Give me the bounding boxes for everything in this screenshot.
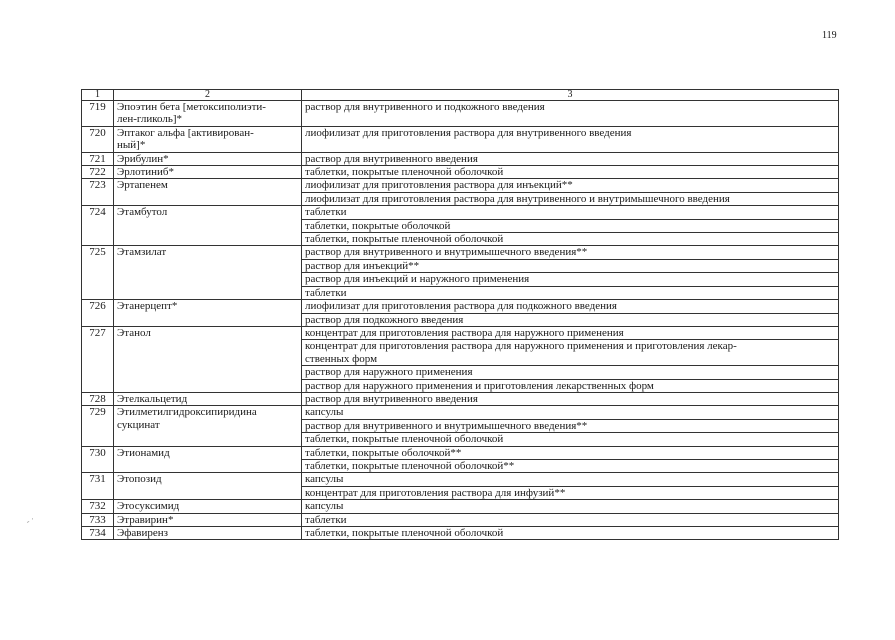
table-row [82, 166, 839, 179]
table-row [82, 246, 839, 259]
dosage-form: концентрат для приготовления раствора для наружного применения и приготовления лекар- ственных форм [302, 340, 839, 366]
entry-number: 724 [82, 206, 114, 246]
entry-number: 729 [82, 406, 114, 446]
drug-name: Этопозид [114, 473, 302, 500]
dosage-form: таблетки, покрытые пленочной оболочкой [302, 233, 839, 246]
entry-number: 732 [82, 500, 114, 513]
entry-number: 731 [82, 473, 114, 500]
drug-name: Эпоэтин бета [метоксиполиэти- лен-гликоль]* [114, 101, 302, 127]
entry-number: 733 [82, 513, 114, 526]
dosage-form: таблетки [302, 513, 839, 526]
dosage-form: лиофилизат для приготовления раствора для инъекций** [302, 179, 839, 192]
dosage-form: таблетки, покрытые пленочной оболочкой** [302, 459, 839, 472]
entry-number: 726 [82, 300, 114, 327]
table-row [82, 513, 839, 526]
column-header-number: 1 [82, 90, 114, 101]
entry-number: 719 [82, 101, 114, 127]
drug-name: Этанол [114, 326, 302, 392]
dosage-form: раствор для внутривенного и внутримышечного введения** [302, 419, 839, 432]
drug-name: Этосуксимид [114, 500, 302, 513]
drug-table [81, 89, 839, 540]
dosage-form: раствор для внутривенного введения [302, 392, 839, 405]
table-row [82, 406, 839, 419]
drug-name: Эрлотиниб* [114, 166, 302, 179]
entry-number: 722 [82, 166, 114, 179]
dosage-form: таблетки, покрытые пленочной оболочкой [302, 166, 839, 179]
drug-name: Этравирин* [114, 513, 302, 526]
dosage-form: раствор для наружного применения и приготовления лекарственных форм [302, 379, 839, 392]
table-row [82, 152, 839, 165]
dosage-form: капсулы [302, 500, 839, 513]
drug-name: Эптаког альфа [активирован- ный]* [114, 126, 302, 152]
table-header-row [82, 90, 839, 101]
table-row [82, 500, 839, 513]
entry-number: 720 [82, 126, 114, 152]
column-header-name: 2 [114, 90, 302, 101]
dosage-form: таблетки [302, 206, 839, 219]
drug-name: Эфавиренз [114, 527, 302, 540]
table-body [82, 90, 839, 540]
entry-number: 721 [82, 152, 114, 165]
dosage-form: раствор для наружного применения [302, 366, 839, 379]
table-row [82, 446, 839, 459]
dosage-form: раствор для инъекций и наружного применения [302, 273, 839, 286]
table-row [82, 179, 839, 192]
entry-number: 723 [82, 179, 114, 206]
dosage-form: концентрат для приготовления раствора для наружного применения [302, 326, 839, 339]
dosage-form: таблетки [302, 286, 839, 299]
drug-name: Этамбутол [114, 206, 302, 246]
dosage-form: таблетки, покрытые пленочной оболочкой [302, 433, 839, 446]
dosage-form: раствор для подкожного введения [302, 313, 839, 326]
dosage-form: лиофилизат для приготовления раствора для внутривенного введения [302, 126, 839, 152]
table-row [82, 326, 839, 339]
dosage-form: капсулы [302, 473, 839, 486]
drug-name: Этионамид [114, 446, 302, 473]
drug-name: Этанерцепт* [114, 300, 302, 327]
entry-number: 725 [82, 246, 114, 300]
table-row [82, 126, 839, 152]
entry-number: 734 [82, 527, 114, 540]
column-header-dosage-form: 3 [302, 90, 839, 101]
dosage-form: таблетки, покрытые оболочкой [302, 219, 839, 232]
dosage-form: капсулы [302, 406, 839, 419]
drug-name: Этамзилат [114, 246, 302, 300]
table-row [82, 300, 839, 313]
dosage-form: раствор для внутривенного и внутримышечного введения** [302, 246, 839, 259]
dosage-form: таблетки, покрытые оболочкой** [302, 446, 839, 459]
dosage-form: раствор для инъекций** [302, 259, 839, 272]
entry-number: 730 [82, 446, 114, 473]
page-number: 119 [822, 30, 837, 41]
drug-name: Этелкальцетид [114, 392, 302, 405]
dosage-form: лиофилизат для приготовления раствора для внутривенного и внутримышечного введения [302, 192, 839, 205]
table-row [82, 527, 839, 540]
table-row [82, 392, 839, 405]
table-row [82, 206, 839, 219]
dosage-form: таблетки, покрытые пленочной оболочкой [302, 527, 839, 540]
scan-artifact: - · [24, 513, 36, 527]
drug-name: Эрибулин* [114, 152, 302, 165]
drug-name: Эртапенем [114, 179, 302, 206]
dosage-form: раствор для внутривенного и подкожного введения [302, 101, 839, 127]
drug-name: Этилметилгидроксипиридина сукцинат [114, 406, 302, 446]
table-row [82, 101, 839, 127]
table-row [82, 473, 839, 486]
entry-number: 728 [82, 392, 114, 405]
dosage-form: раствор для внутривенного введения [302, 152, 839, 165]
dosage-form: лиофилизат для приготовления раствора для подкожного введения [302, 300, 839, 313]
dosage-form: концентрат для приготовления раствора для инфузий** [302, 486, 839, 499]
entry-number: 727 [82, 326, 114, 392]
